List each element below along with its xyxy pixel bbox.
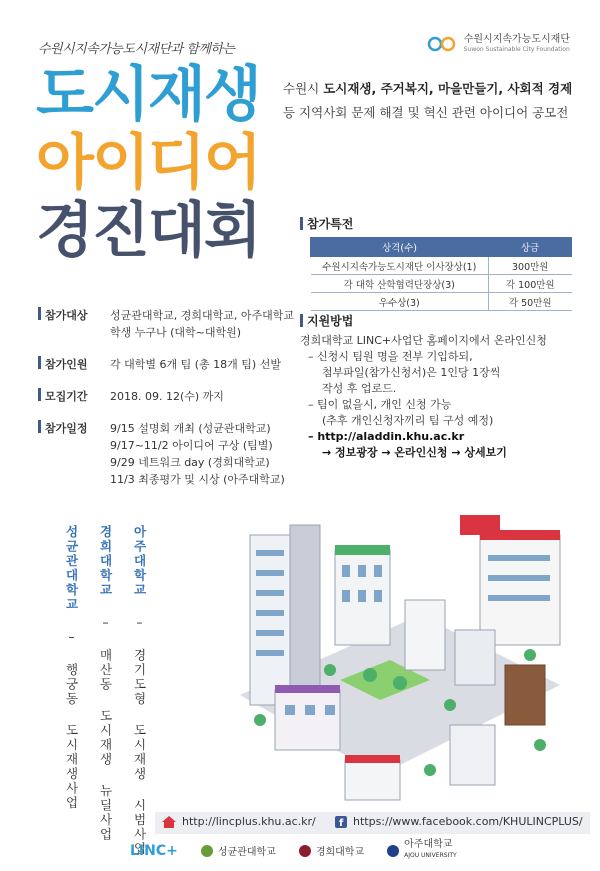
prize-cell: 수원시지속가능도시재단 이사장상(1) xyxy=(311,257,489,275)
schedule-item: 9/29 네트워크 day (경희대학교) xyxy=(110,456,270,469)
university-column-ajou xyxy=(130,525,148,857)
table-row xyxy=(311,293,572,311)
ajou-logo-en: AJOU UNIVERSITY xyxy=(404,852,457,859)
apply-line: – 신청시 팀원 명을 전부 기입하되, xyxy=(308,350,473,363)
info-target xyxy=(38,307,294,341)
university-project: – 매산동 도시재생 뉴딜사업 xyxy=(98,597,113,842)
schedule-item: 9/15 설명회 개최 (성균관대학교) xyxy=(110,422,271,435)
skku-logo xyxy=(200,843,276,858)
count-value: 각 대학별 6개 팀 (총 18개 팀) 선발 xyxy=(110,358,281,371)
partner-logos xyxy=(130,840,457,861)
university-name: 아주대학교 xyxy=(132,525,147,598)
facebook-url-link[interactable]: https://www.facebook.com/KHULINCPLUS/ xyxy=(353,815,583,828)
title-line-1: 도시재생 xyxy=(36,60,260,130)
prize-cell: 각 50만원 xyxy=(489,293,572,311)
prize-table-header xyxy=(311,238,572,257)
target-label: 참가대상 xyxy=(45,309,88,322)
facebook-icon xyxy=(335,816,347,828)
table-row xyxy=(311,257,572,275)
apply-section-heading xyxy=(300,312,353,329)
apply-details xyxy=(300,333,547,461)
intro-prefix: 수원시 xyxy=(283,81,324,96)
prize-section-heading xyxy=(300,215,353,232)
period-label: 모집기간 xyxy=(45,390,88,403)
schedule-item: 9/17~11/2 아이디어 구상 (팀별) xyxy=(110,439,273,452)
skku-emblem-icon xyxy=(200,844,214,858)
info-schedule xyxy=(38,420,285,488)
building-red-icon xyxy=(460,515,560,645)
intro-bold: 도시재생, 주거복지, 마을만들기, 사회적 경제 xyxy=(323,81,573,96)
section-bar-icon xyxy=(300,217,303,230)
event-subtitle: 수원시지속가능도시재단과 함께하는 xyxy=(38,42,235,57)
home-url-link[interactable]: http://lincplus.khu.ac.kr/ xyxy=(182,815,316,828)
count-label: 참가인원 xyxy=(45,358,88,371)
section-bar-icon xyxy=(300,314,303,327)
ajou-emblem-icon xyxy=(386,844,400,858)
prize-cell: 각 100만원 xyxy=(489,275,572,293)
section-bar-icon xyxy=(38,356,41,369)
schedule-item: 11/3 최종평가 및 시상 (아주대학교) xyxy=(110,473,285,486)
khu-logo-name: 경희대학교 xyxy=(315,847,365,858)
title-line-3: 경진대회 xyxy=(36,196,260,266)
intro-line2: 등 지역사회 문제 해결 및 혁신 관련 아이디어 공모전 xyxy=(283,105,569,120)
prize-section-label: 참가특전 xyxy=(307,217,354,231)
university-name: 성균관대학교 xyxy=(64,525,79,612)
prize-cell: 우수상(3) xyxy=(311,293,489,311)
apply-line: 작성 후 업로드. xyxy=(322,382,397,395)
skku-logo-name: 성균관대학교 xyxy=(217,847,276,858)
period-value: 2018. 09. 12(수) 까지 xyxy=(110,390,224,403)
apply-label: 지원방법 xyxy=(307,314,354,328)
university-column-skku xyxy=(62,525,80,811)
building-green-icon xyxy=(335,545,390,645)
title-line-2: 아이디어 xyxy=(36,128,260,198)
prize-cell: 300만원 xyxy=(489,257,572,275)
university-column-khu xyxy=(96,525,114,842)
university-name: 경희대학교 xyxy=(98,525,113,598)
linc-logo: LINC+ xyxy=(130,842,178,859)
prize-header-rank: 상격(수) xyxy=(311,238,489,257)
foundation-logo-name: 수원시지속가능도시재단 xyxy=(463,34,570,45)
apply-line: 경희대학교 LINC+사업단 홈페이지에서 온라인신청 xyxy=(300,334,547,347)
city-illustration xyxy=(230,505,570,815)
footer-facebook xyxy=(335,815,583,828)
building-tall-left-icon xyxy=(250,525,320,705)
university-project: – 경기도형 도시재생 시범사업 xyxy=(132,597,147,857)
khu-logo xyxy=(298,843,364,858)
schedule-label: 참가일정 xyxy=(45,422,88,435)
target-line2: 학생 누구나 (대학~대학원) xyxy=(110,326,242,339)
info-count xyxy=(38,356,281,373)
building-purple-icon xyxy=(275,685,340,750)
target-line1: 성균관대학교, 경희대학교, 아주대학교 xyxy=(110,309,295,322)
foundation-logo-en: Suwon Sustainable City Foundation xyxy=(463,46,570,53)
apply-path: → 정보광장 → 온라인신청 → 상세보기 xyxy=(322,446,507,459)
home-icon xyxy=(162,816,176,828)
section-bar-icon xyxy=(38,420,41,433)
foundation-logo xyxy=(426,34,570,53)
apply-url-link[interactable]: – http://aladdin.khu.ac.kr xyxy=(308,430,465,443)
khu-emblem-icon xyxy=(298,844,312,858)
prize-table xyxy=(310,237,572,311)
section-bar-icon xyxy=(38,307,41,320)
ajou-logo xyxy=(386,840,457,861)
university-project: – 행궁동 도시재생사업 xyxy=(64,612,79,811)
apply-line: (추후 개인신청자끼리 팀 구성 예정) xyxy=(322,414,494,427)
section-bar-icon xyxy=(38,388,41,401)
prize-header-amount: 상금 xyxy=(489,238,572,257)
table-row xyxy=(311,275,572,293)
info-period xyxy=(38,388,224,405)
apply-line: – 팀이 없을시, 개인 신청 가능 xyxy=(308,398,452,411)
footer-home xyxy=(162,815,316,828)
prize-cell: 각 대학 산학협력단장상(3) xyxy=(311,275,489,293)
svg-text:f: f xyxy=(339,817,344,828)
foundation-logo-icon xyxy=(426,35,458,53)
intro-text xyxy=(283,77,572,125)
ajou-logo-name: 아주대학교 xyxy=(404,839,453,850)
apply-line: 첨부파일(참가신청서)은 1인당 1장씩 xyxy=(322,366,501,379)
